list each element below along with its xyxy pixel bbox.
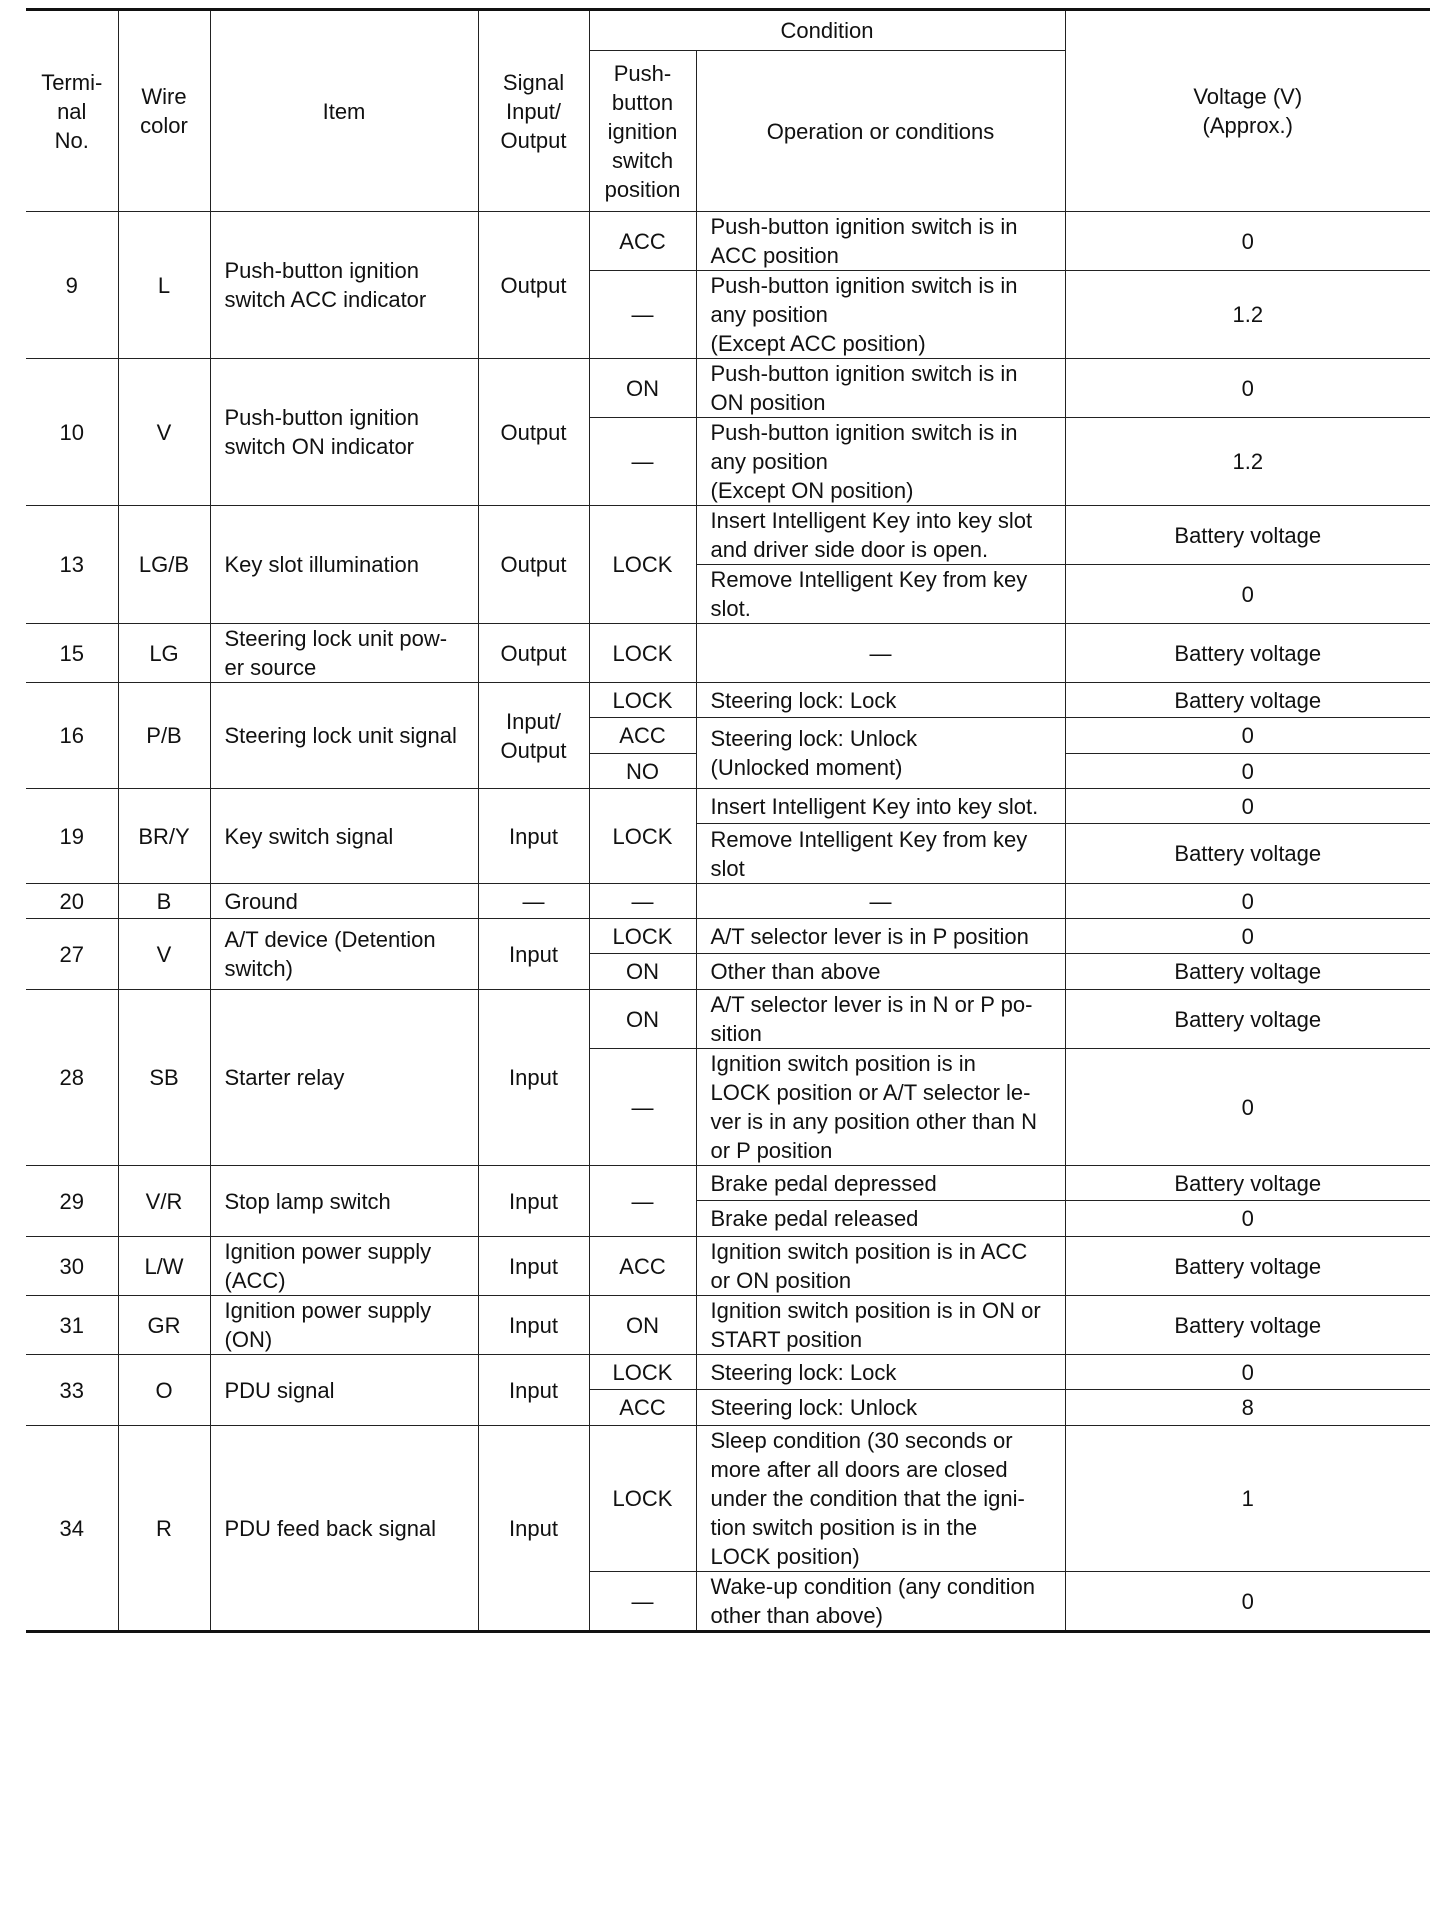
- voltage-value: Battery voltage: [1065, 506, 1430, 565]
- table-row: [26, 1296, 1430, 1355]
- voltage-value: 0: [1065, 884, 1430, 919]
- operation-condition: Push-button ignition switch is in any position (Except ACC position): [696, 271, 1065, 359]
- voltage-value: 1.2: [1065, 418, 1430, 506]
- signal-direction: —: [478, 884, 589, 919]
- signal-direction: Output: [478, 359, 589, 506]
- operation-condition: Steering lock: Lock: [696, 1355, 1065, 1390]
- signal-direction: Input: [478, 789, 589, 884]
- table-row: [26, 1426, 1430, 1572]
- operation-condition: —: [696, 884, 1065, 919]
- wire-color: V/R: [118, 1166, 210, 1237]
- header-wire-color: Wire color: [118, 10, 210, 212]
- terminal-number: 33: [26, 1355, 118, 1426]
- switch-position: LOCK: [589, 624, 696, 683]
- switch-position: LOCK: [589, 919, 696, 954]
- header-condition: Condition: [589, 10, 1065, 51]
- switch-position: LOCK: [589, 1426, 696, 1572]
- item-name: Stop lamp switch: [210, 1166, 478, 1237]
- switch-position: ON: [589, 954, 696, 990]
- voltage-value: Battery voltage: [1065, 624, 1430, 683]
- header-item: Item: [210, 10, 478, 212]
- terminal-number: 13: [26, 506, 118, 624]
- wire-color: V: [118, 359, 210, 506]
- switch-position: —: [589, 1049, 696, 1166]
- voltage-value: 0: [1065, 1049, 1430, 1166]
- operation-condition: A/T selector lever is in P position: [696, 919, 1065, 954]
- terminal-number: 34: [26, 1426, 118, 1632]
- operation-condition: Steering lock: Unlock: [696, 1390, 1065, 1426]
- table-row: [26, 359, 1430, 418]
- voltage-value: Battery voltage: [1065, 954, 1430, 990]
- switch-position: LOCK: [589, 1355, 696, 1390]
- terminal-number: 28: [26, 990, 118, 1166]
- voltage-value: Battery voltage: [1065, 1166, 1430, 1201]
- signal-direction: Input: [478, 990, 589, 1166]
- signal-direction: Input: [478, 1426, 589, 1632]
- voltage-value: 1.2: [1065, 271, 1430, 359]
- wire-color: SB: [118, 990, 210, 1166]
- signal-direction: Input/ Output: [478, 683, 589, 789]
- operation-condition: Remove Intelligent Key from key slot.: [696, 565, 1065, 624]
- wire-color: O: [118, 1355, 210, 1426]
- signal-direction: Output: [478, 506, 589, 624]
- terminal-table: [26, 8, 1430, 1633]
- terminal-number: 10: [26, 359, 118, 506]
- wire-color: L: [118, 212, 210, 359]
- item-name: PDU signal: [210, 1355, 478, 1426]
- table-row: [26, 884, 1430, 919]
- operation-condition: Sleep condition (30 seconds or more after all doors are closed under the condition that the igni- tion switch position is in the LOCK position): [696, 1426, 1065, 1572]
- header-terminal: Termi- nal No.: [26, 10, 118, 212]
- terminal-number: 20: [26, 884, 118, 919]
- operation-condition: Push-button ignition switch is in ACC position: [696, 212, 1065, 271]
- table-row: [26, 990, 1430, 1049]
- voltage-value: 0: [1065, 1355, 1430, 1390]
- voltage-value: 0: [1065, 789, 1430, 824]
- table-body: [26, 212, 1430, 1632]
- item-name: Steering lock unit signal: [210, 683, 478, 789]
- item-name: Push-button ignition switch ACC indicator: [210, 212, 478, 359]
- switch-position: —: [589, 1572, 696, 1632]
- voltage-value: 0: [1065, 359, 1430, 418]
- wire-color: LG: [118, 624, 210, 683]
- voltage-value: 0: [1065, 718, 1430, 754]
- voltage-value: 0: [1065, 1572, 1430, 1632]
- voltage-value: Battery voltage: [1065, 1237, 1430, 1296]
- voltage-value: Battery voltage: [1065, 683, 1430, 718]
- operation-condition: Push-button ignition switch is in any position (Except ON position): [696, 418, 1065, 506]
- signal-direction: Input: [478, 1166, 589, 1237]
- item-name: Key slot illumination: [210, 506, 478, 624]
- switch-position: ON: [589, 990, 696, 1049]
- operation-condition: Insert Intelligent Key into key slot.: [696, 789, 1065, 824]
- terminal-number: 30: [26, 1237, 118, 1296]
- terminal-number: 27: [26, 919, 118, 990]
- operation-condition: Steering lock: Unlock (Unlocked moment): [696, 718, 1065, 789]
- signal-direction: Output: [478, 624, 589, 683]
- wire-color: B: [118, 884, 210, 919]
- item-name: A/T device (Detention switch): [210, 919, 478, 990]
- wire-color: R: [118, 1426, 210, 1632]
- item-name: Push-button ignition switch ON indicator: [210, 359, 478, 506]
- table-row: [26, 789, 1430, 824]
- table-row: [26, 1166, 1430, 1201]
- operation-condition: Brake pedal depressed: [696, 1166, 1065, 1201]
- operation-condition: A/T selector lever is in N or P po- sition: [696, 990, 1065, 1049]
- header-operation: Operation or conditions: [696, 51, 1065, 212]
- switch-position: ACC: [589, 1237, 696, 1296]
- switch-position: NO: [589, 754, 696, 789]
- wire-color: L/W: [118, 1237, 210, 1296]
- header-voltage: Voltage (V) (Approx.): [1065, 10, 1430, 212]
- wire-color: LG/B: [118, 506, 210, 624]
- operation-condition: Remove Intelligent Key from key slot: [696, 824, 1065, 884]
- voltage-value: 0: [1065, 212, 1430, 271]
- wire-color: P/B: [118, 683, 210, 789]
- table-row: [26, 1237, 1430, 1296]
- operation-condition: Ignition switch position is in ACC or ON position: [696, 1237, 1065, 1296]
- terminal-number: 31: [26, 1296, 118, 1355]
- voltage-value: 1: [1065, 1426, 1430, 1572]
- switch-position: —: [589, 884, 696, 919]
- item-name: Ground: [210, 884, 478, 919]
- voltage-value: 0: [1065, 565, 1430, 624]
- header-switch-position: Push- button ignition switch position: [589, 51, 696, 212]
- item-name: Steering lock unit pow- er source: [210, 624, 478, 683]
- switch-position: —: [589, 271, 696, 359]
- item-name: Starter relay: [210, 990, 478, 1166]
- signal-direction: Output: [478, 212, 589, 359]
- switch-position: ACC: [589, 212, 696, 271]
- operation-condition: Insert Intelligent Key into key slot and driver side door is open.: [696, 506, 1065, 565]
- switch-position: ON: [589, 359, 696, 418]
- item-name: Ignition power supply (ON): [210, 1296, 478, 1355]
- switch-position: LOCK: [589, 789, 696, 884]
- voltage-value: 0: [1065, 1201, 1430, 1237]
- table-row: [26, 683, 1430, 718]
- signal-direction: Input: [478, 1296, 589, 1355]
- switch-position: LOCK: [589, 506, 696, 624]
- voltage-value: Battery voltage: [1065, 1296, 1430, 1355]
- voltage-value: 8: [1065, 1390, 1430, 1426]
- switch-position: ACC: [589, 718, 696, 754]
- item-name: Key switch signal: [210, 789, 478, 884]
- operation-condition: Ignition switch position is in LOCK position or A/T selector le- ver is in any position other than N or P position: [696, 1049, 1065, 1166]
- item-name: Ignition power supply (ACC): [210, 1237, 478, 1296]
- table-row: [26, 919, 1430, 954]
- table-row: [26, 624, 1430, 683]
- voltage-value: Battery voltage: [1065, 824, 1430, 884]
- wire-color: V: [118, 919, 210, 990]
- operation-condition: —: [696, 624, 1065, 683]
- header-signal: Signal Input/ Output: [478, 10, 589, 212]
- voltage-value: 0: [1065, 754, 1430, 789]
- item-name: PDU feed back signal: [210, 1426, 478, 1632]
- wire-color: BR/Y: [118, 789, 210, 884]
- operation-condition: Other than above: [696, 954, 1065, 990]
- operation-condition: Brake pedal released: [696, 1201, 1065, 1237]
- voltage-value: 0: [1065, 919, 1430, 954]
- wire-color: GR: [118, 1296, 210, 1355]
- signal-direction: Input: [478, 1355, 589, 1426]
- operation-condition: Push-button ignition switch is in ON position: [696, 359, 1065, 418]
- signal-direction: Input: [478, 919, 589, 990]
- switch-position: —: [589, 1166, 696, 1237]
- table-row: [26, 506, 1430, 565]
- terminal-spec-sheet: [26, 8, 1430, 1633]
- terminal-number: 16: [26, 683, 118, 789]
- terminal-number: 29: [26, 1166, 118, 1237]
- operation-condition: Ignition switch position is in ON or START position: [696, 1296, 1065, 1355]
- operation-condition: Steering lock: Lock: [696, 683, 1065, 718]
- terminal-number: 19: [26, 789, 118, 884]
- terminal-number: 15: [26, 624, 118, 683]
- switch-position: ON: [589, 1296, 696, 1355]
- switch-position: ACC: [589, 1390, 696, 1426]
- table-row: [26, 1355, 1430, 1390]
- signal-direction: Input: [478, 1237, 589, 1296]
- table-row: [26, 212, 1430, 271]
- operation-condition: Wake-up condition (any condition other than above): [696, 1572, 1065, 1632]
- switch-position: LOCK: [589, 683, 696, 718]
- voltage-value: Battery voltage: [1065, 990, 1430, 1049]
- switch-position: —: [589, 418, 696, 506]
- terminal-number: 9: [26, 212, 118, 359]
